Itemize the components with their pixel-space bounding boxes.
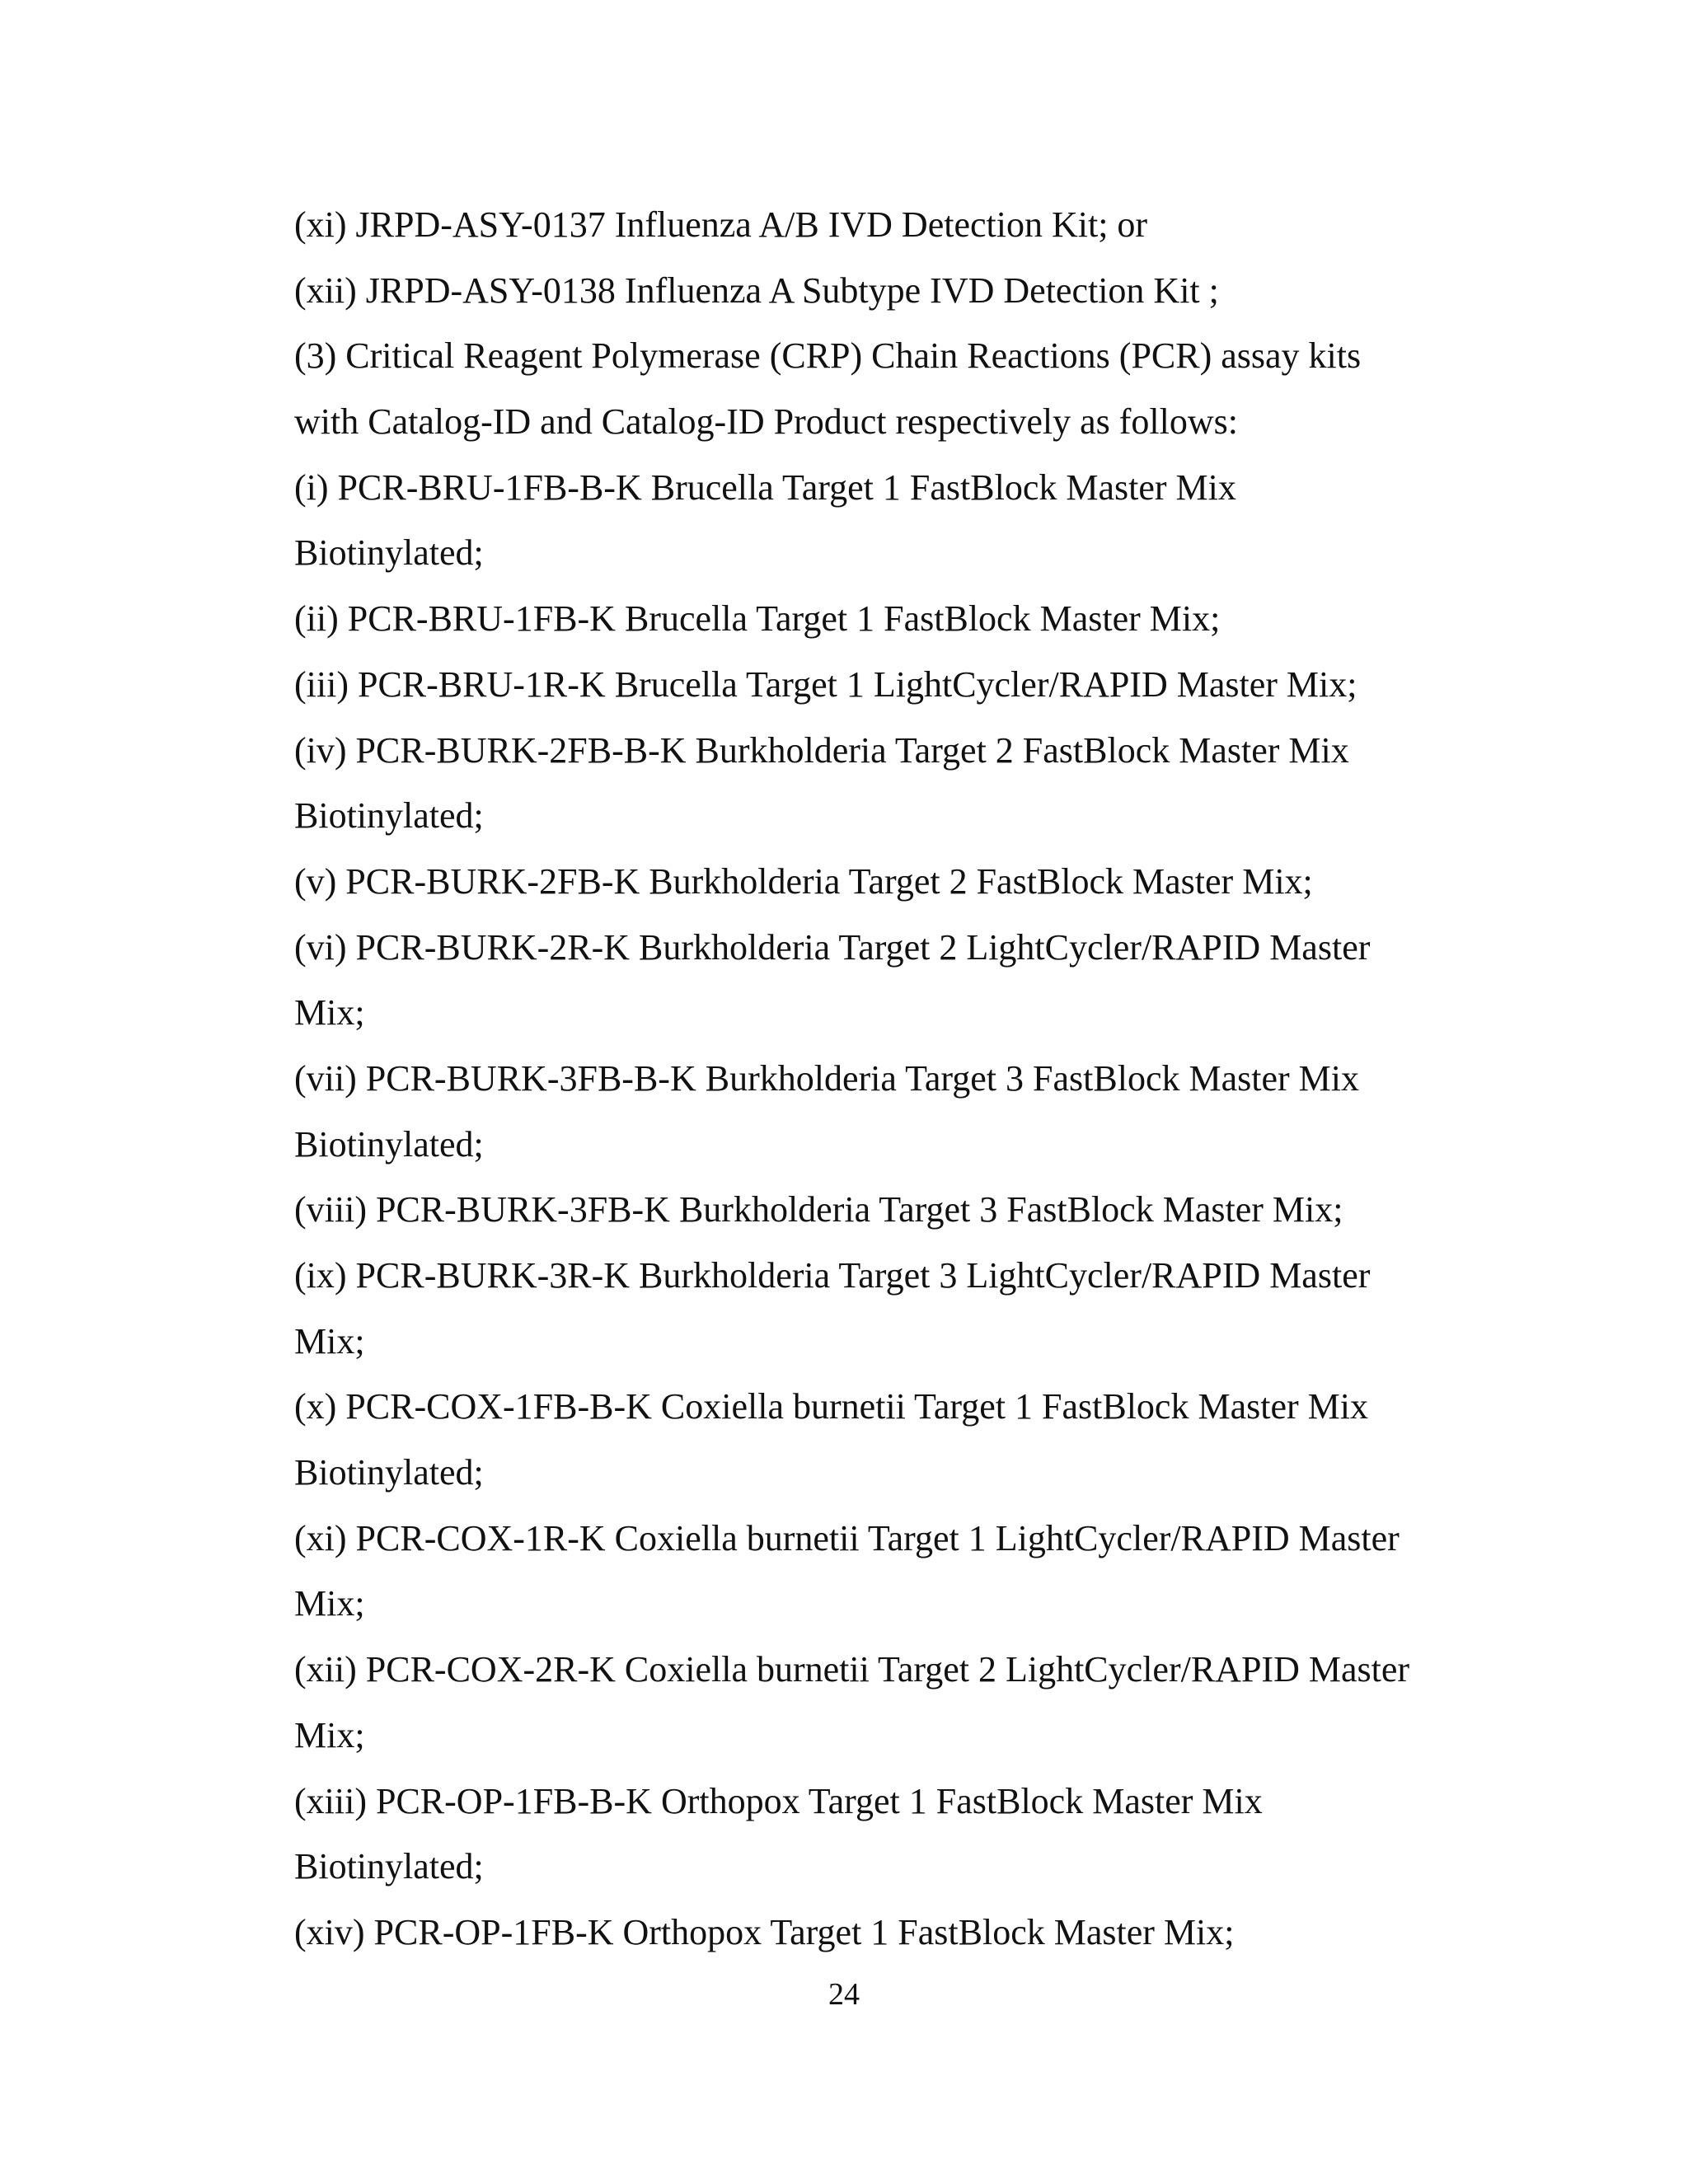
body-text	[294, 192, 1514, 1966]
text-line: Biotinylated;	[294, 795, 484, 837]
text-line: (i) PCR-BRU-1FB-B-K Brucella Target 1 FastBlock Master Mix	[294, 466, 1236, 508]
text-line: (xii) JRPD-ASY-0138 Influenza A Subtype IVD Detection Kit ;	[294, 269, 1219, 311]
text-line: (x) PCR-COX-1FB-B-K Coxiella burnetii Target 1 FastBlock Master Mix	[294, 1386, 1368, 1427]
text-line: (xiv) PCR-OP-1FB-K Orthopox Target 1 FastBlock Master Mix;	[294, 1911, 1235, 1952]
text-line: Biotinylated;	[294, 1452, 484, 1493]
text-line: (vii) PCR-BURK-3FB-B-K Burkholderia Target 3 FastBlock Master Mix	[294, 1057, 1360, 1099]
text-line: Biotinylated;	[294, 532, 484, 574]
text-line: (iv) PCR-BURK-2FB-B-K Burkholderia Target 2 FastBlock Master Mix	[294, 729, 1349, 771]
text-line: (v) PCR-BURK-2FB-K Burkholderia Target 2 FastBlock Master Mix;	[294, 860, 1313, 902]
text-line: (iii) PCR-BRU-1R-K Brucella Target 1 LightCycler/RAPID Master Mix;	[294, 663, 1357, 705]
text-line: (xiii) PCR-OP-1FB-B-K Orthopox Target 1 FastBlock Master Mix	[294, 1780, 1263, 1821]
text-line: Mix;	[294, 1320, 365, 1361]
text-line: Mix;	[294, 992, 365, 1033]
text-line: (vi) PCR-BURK-2R-K Burkholderia Target 2 LightCycler/RAPID Master	[294, 926, 1371, 968]
text-line: (xi) JRPD-ASY-0137 Influenza A/B IVD Detection Kit; or	[294, 204, 1148, 245]
text-line: Biotinylated;	[294, 1846, 484, 1887]
text-line: Mix;	[294, 1714, 365, 1755]
page-number: 24	[828, 1977, 860, 2012]
text-line: with Catalog-ID and Catalog-ID Product respectively as follows:	[294, 401, 1238, 443]
text-line: (viii) PCR-BURK-3FB-K Burkholderia Target 3 FastBlock Master Mix;	[294, 1189, 1343, 1230]
text-line: (ii) PCR-BRU-1FB-K Brucella Target 1 FastBlock Master Mix;	[294, 598, 1221, 640]
text-line: (ix) PCR-BURK-3R-K Burkholderia Target 3 LightCycler/RAPID Master	[294, 1255, 1371, 1296]
text-line: (xi) PCR-COX-1R-K Coxiella burnetii Target 1 LightCycler/RAPID Master	[294, 1517, 1400, 1558]
text-line: (3) Critical Reagent Polymerase (CRP) Chain Reactions (PCR) assay kits	[294, 335, 1362, 377]
text-line: Biotinylated;	[294, 1123, 484, 1165]
text-line: (xii) PCR-COX-2R-K Coxiella burnetii Target 2 LightCycler/RAPID Master	[294, 1649, 1410, 1690]
text-line: Mix;	[294, 1583, 365, 1624]
